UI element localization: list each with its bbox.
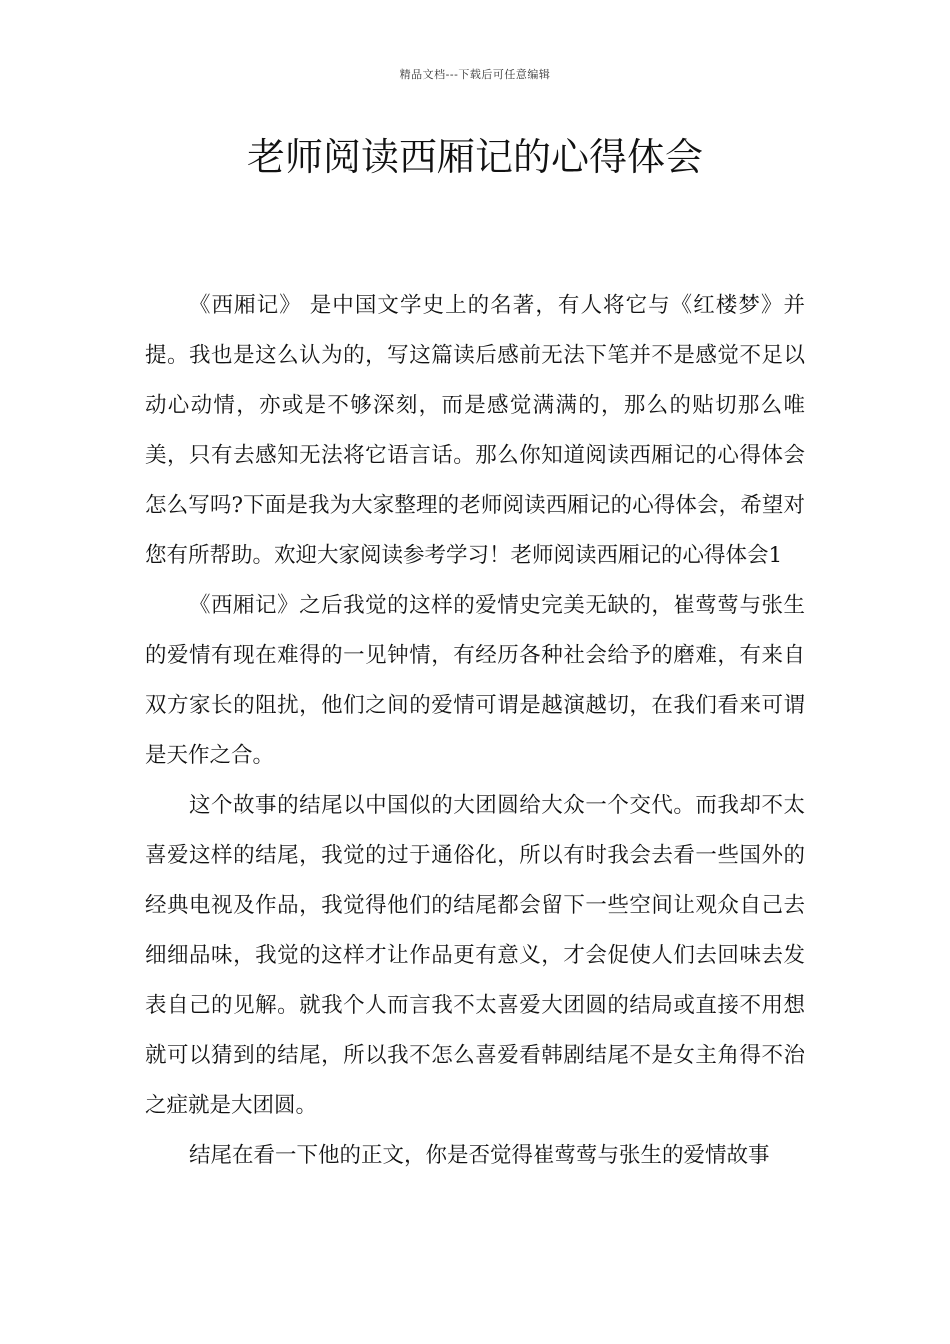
header-note: 精品文档---下载后可任意编辑 <box>399 68 551 81</box>
paragraph-1: 《西厢记》 是中国文学史上的名著，有人将它与《红楼梦》并提。我也是这么认为的，写这篇读后感前无法下笔并不是感觉不足以动心动情，亦或是不够深刻，而是感觉满满的，那么的贴切那么唯美，只有去感知无法将它语言话。那么你知道阅读西厢记的心得体会怎么写吗?下面是我为大家整理的老师阅读西厢记的心得体会，希望对您有所帮助。欢迎大家阅读参考学习！老师阅读西厢记的心得体会1 <box>145 293 805 568</box>
paragraph-2: 《西厢记》之后我觉的这样的爱情史完美无缺的，崔莺莺与张生的爱情有现在难得的一见钟情，有经历各种社会给予的磨难，有来自双方家长的阻扰，他们之间的爱情可谓是越演越切，在我们看来可谓是天作之合。 <box>145 593 805 768</box>
paragraph-4: 结尾在看一下他的正文，你是否觉得崔莺莺与张生的爱情故事 <box>189 1143 770 1168</box>
page-title: 老师阅读西厢记的心得体会 <box>246 135 703 179</box>
document-body <box>145 281 805 1181</box>
paragraph-3: 这个故事的结尾以中国似的大团圆给大众一个交代。而我却不太喜爱这样的结尾，我觉的过于通俗化，所以有时我会去看一些国外的经典电视及作品，我觉得他们的结尾都会留下一些空间让观众自己去细细品味，我觉的这样才让作品更有意义，才会促使人们去回味去发表自己的见解。就我个人而言我不太喜爱大团圆的结局或直接不用想就可以猜到的结尾，所以我不怎么喜爱看韩剧结尾不是女主角得不治之症就是大团圆。 <box>145 793 805 1118</box>
